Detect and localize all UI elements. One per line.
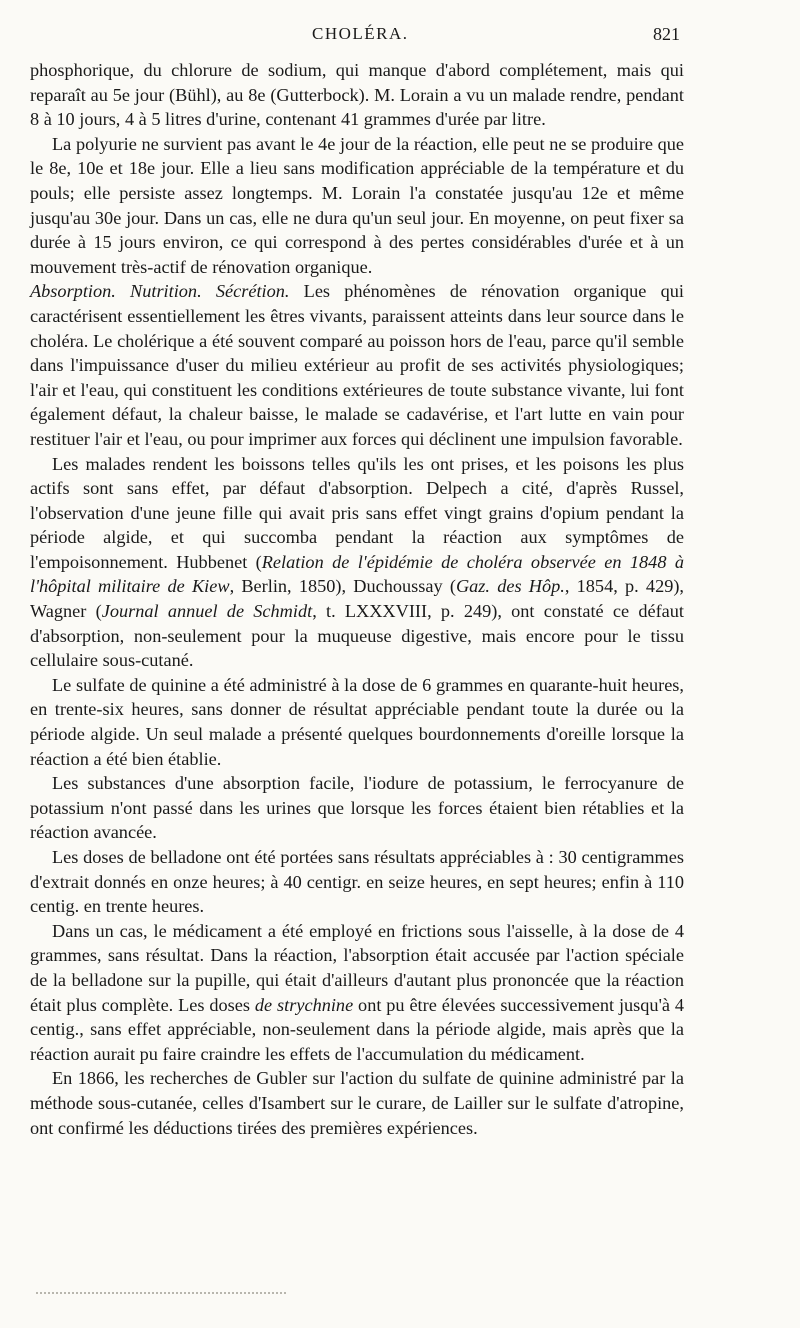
- paragraph-iodure: [30, 771, 684, 845]
- text-run: , t. LXXXVIII, p. 249), ont constaté ce défaut d'absorption, non-seulement pour la muqueuse digestive, mais encore pour le tissu cellulaire sous-cutané.: [30, 601, 685, 671]
- paragraph-belladone-frictions: [30, 919, 684, 1067]
- text-run: , Berlin, 1850), Duchoussay (: [229, 576, 456, 597]
- text-run: Les malades rendent les boissons telles qu'ils les ont prises, et les poisons les plus actifs sont sans effet, par défaut d'absorption. Delpech a cité, d'après Russel, l'observation d'une jeune fille qui avait pris sans effet vingt grains d'opium pendant la période algide, et qui succomba pendant la réaction aux symptômes de l'empoisonnement. Hubbenet (: [30, 453, 684, 572]
- body-text: [30, 58, 684, 1140]
- paragraph-absorption: [30, 279, 684, 451]
- paragraph-polyurie: [30, 132, 684, 280]
- page-number: 821: [653, 24, 680, 44]
- text-run: Les phénomènes de rénovation organique qui caractérisent essentiellement les êtres vivants, paraissent atteints dans leur source dans le choléra. Le cholérique a été souvent comparé au poisson hors de l'eau, parce qu'il semble dans l'impuissance d'user du milieu extérieur au profit de ses activités physiologiques; l'air et l'eau, qui constituent les conditions extérieures de toute substance vivante, lui font également défaut, la chaleur baisse, le malade se cadavérise, et l'art lutte en vain pour restituer l'air et l'eau, ou pour imprimer aux forces qui déclinent une impulsion favorable.: [30, 281, 684, 449]
- text-run: Les doses de belladone ont été portées sans résultats appréciables à : 30 centigrammes d'extrait donnés en onze heures; à 40 centigr. en seize heures, en sept heures; enfin à 110 centig. en trente heures.: [30, 847, 684, 917]
- text-run: ont pu être élevées successivement jusqu'à 4 centig., sans effet appréciable, non-seulement dans la période algide, mais après que la réaction aurait pu faire craindre les effets de l'accumulation du médicament.: [30, 994, 684, 1064]
- italic-text: Gaz. des Hôp.: [455, 576, 565, 597]
- footer-rule: [36, 1292, 286, 1294]
- text-run: Dans un cas, le médicament a été employé en frictions sous l'aisselle, à la dose de 4 grammes, sans résultat. Dans la réaction, l'absorption était accusée par l'action spéciale de la belladone sur la pupille, qui était d'ailleurs d'autant plus prononcée que la réaction était plus complète. Les doses: [30, 920, 684, 1015]
- text-run: Le sulfate de quinine a été administré à la dose de 6 grammes en quarante-huit heures, en trente-six heures, sans donner de résultat appréciable pendant toute la durée ou la période algide. Un seul malade a présenté quelques bourdonnements d'oreille lorsque la réaction a été bien établie.: [30, 674, 684, 769]
- italic-text: Absorption. Nutrition. Sécrétion.: [30, 281, 290, 302]
- italic-text: Relation de l'épidémie de choléra observée en 1848 à l'hôpital militaire de Kiew: [30, 551, 684, 597]
- paragraph-boissons: [30, 452, 684, 673]
- running-title: CHOLÉRA.: [312, 24, 409, 43]
- italic-text: de strychnine: [254, 994, 354, 1015]
- paragraph-belladone-doses: [30, 845, 684, 919]
- paragraph-continuation: [30, 58, 684, 132]
- text-run: Les substances d'une absorption facile, l'iodure de potassium, le ferrocyanure de potassium n'ont passé dans les urines que lorsque les forces étaient bien rétablies et la réaction avancée.: [30, 773, 684, 843]
- paragraph-quinine: [30, 673, 684, 771]
- italic-text: Journal annuel de Schmidt: [101, 601, 313, 622]
- page-header: [30, 24, 680, 50]
- text-run: En 1866, les recherches de Gubler sur l'action du sulfate de quinine administré par la méthode sous-cutanée, celles d'Isambert sur le curare, de Lailler sur le sulfate d'atropine, ont confirmé les déductions tirées des premières expériences.: [30, 1068, 684, 1138]
- text-run: La polyurie ne survient pas avant le 4e jour de la réaction, elle peut ne se produire que le 8e, 10e et 18e jour. Elle a lieu sans modification appréciable de la température et du pouls; elle persiste assez longtemps. M. Lorain l'a constatée jusqu'au 12e et même jusqu'au 30e jour. Dans un cas, elle ne dura qu'un seul jour. En moyenne, on peut fixer sa durée à 15 jours environ, ce qui correspond à des pertes considérables d'urée et à un mouvement très-actif de rénovation organique.: [30, 133, 684, 277]
- paragraph-gubler: [30, 1066, 684, 1140]
- text-run: , 1854, p. 429), Wagner (: [30, 576, 685, 622]
- text-run: phosphorique, du chlorure de sodium, qui manque d'abord complétement, mais qui reparaît au 5e jour (Bühl), au 8e (Gutterbock). M. Lorain a vu un malade rendre, pendant 8 à 10 jours, 4 à 5 litres d'urine, contenant 41 grammes d'urée par litre.: [30, 60, 684, 130]
